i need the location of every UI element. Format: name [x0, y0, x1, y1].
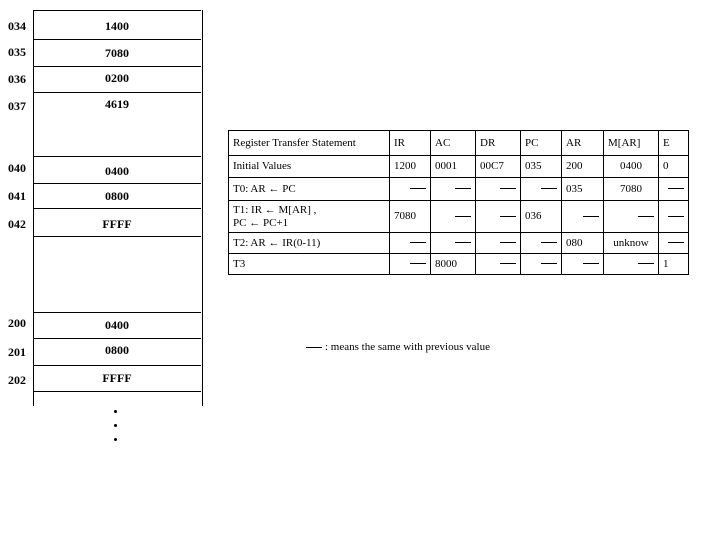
- value-cell: 7080: [604, 178, 659, 201]
- dash-symbol: [541, 188, 557, 189]
- value-cell: 8000: [431, 254, 476, 275]
- unchanged-cell: [659, 233, 689, 254]
- unchanged-cell: [521, 178, 562, 201]
- header-cell: PC: [521, 131, 562, 156]
- unchanged-cell: [476, 178, 521, 201]
- memory-diagram: [0, 0, 210, 460]
- value-cell: 1200: [390, 156, 431, 178]
- header-cell: Register Transfer Statement: [229, 131, 390, 156]
- memory-value: 0400: [105, 318, 129, 332]
- unchanged-cell: [390, 178, 431, 201]
- memory-address: 036: [8, 72, 26, 86]
- memory-value: 7080: [105, 46, 129, 60]
- memory-value: FFFF: [102, 217, 132, 231]
- header-cell: E: [659, 131, 689, 156]
- dash-symbol: [410, 263, 426, 264]
- unchanged-cell: [604, 201, 659, 233]
- unchanged-cell: [562, 201, 604, 233]
- memory-separator: [33, 338, 201, 339]
- dash-symbol: [500, 263, 516, 264]
- dash-symbol: [306, 347, 322, 348]
- table-body: [229, 131, 689, 275]
- table-row: [229, 178, 689, 201]
- memory-separator: [33, 391, 201, 392]
- unchanged-cell: [476, 254, 521, 275]
- value-cell: 7080: [390, 201, 431, 233]
- statement-line: T2: AR ← IR(0-11): [233, 236, 321, 249]
- value-cell: 035: [521, 156, 562, 178]
- header-cell: AR: [562, 131, 604, 156]
- memory-value: 4619: [105, 97, 129, 111]
- table-row: [229, 233, 689, 254]
- memory-separator: [33, 183, 201, 184]
- unchanged-cell: [476, 201, 521, 233]
- value-cell: 0400: [604, 156, 659, 178]
- dash-symbol: [410, 242, 426, 243]
- dash-symbol: [668, 216, 684, 217]
- memory-value: FFFF: [102, 371, 132, 385]
- dash-symbol: [638, 263, 654, 264]
- dash-symbol: [500, 188, 516, 189]
- continuation-dot: [114, 424, 117, 427]
- value-cell: 036: [521, 201, 562, 233]
- statement-cell: [229, 178, 390, 201]
- header-cell: IR: [390, 131, 431, 156]
- unchanged-cell: [431, 201, 476, 233]
- memory-separator: [33, 236, 201, 237]
- dash-symbol: [410, 188, 426, 189]
- dash-symbol: [583, 263, 599, 264]
- memory-address: 034: [8, 19, 26, 33]
- value-cell: 00C7: [476, 156, 521, 178]
- continuation-dot: [114, 438, 117, 441]
- memory-address: 202: [8, 373, 26, 387]
- statement-line: T3: [233, 257, 246, 270]
- dash-symbol: [638, 216, 654, 217]
- memory-address: 042: [8, 217, 26, 231]
- dash-symbol: [455, 216, 471, 217]
- statement-line: PC ← PC+1: [233, 216, 289, 229]
- table-header-row: [229, 131, 689, 156]
- unchanged-cell: [521, 254, 562, 275]
- memory-separator: [33, 66, 201, 67]
- value-cell: 200: [562, 156, 604, 178]
- dash-symbol: [668, 188, 684, 189]
- dash-symbol: [541, 242, 557, 243]
- value-cell: 1: [659, 254, 689, 275]
- continuation-dot: [114, 410, 117, 413]
- statement-line: Initial Values: [233, 160, 292, 172]
- statement-cell: [229, 254, 390, 275]
- memory-separator: [33, 10, 201, 11]
- unchanged-cell: [431, 233, 476, 254]
- dash-symbol: [583, 216, 599, 217]
- memory-address: 037: [8, 99, 26, 113]
- dash-symbol: [455, 242, 471, 243]
- memory-separator: [33, 92, 201, 93]
- value-cell: 0001: [431, 156, 476, 178]
- register-transfer-table: [228, 130, 689, 275]
- unchanged-cell: [604, 254, 659, 275]
- unchanged-cell: [659, 178, 689, 201]
- memory-separator: [33, 312, 201, 313]
- memory-address: 200: [8, 316, 26, 330]
- table-row: [229, 156, 689, 178]
- statement-cell: [229, 156, 390, 178]
- value-cell: 035: [562, 178, 604, 201]
- memory-value: 0200: [105, 71, 129, 85]
- value-cell: 080: [562, 233, 604, 254]
- legend-note: [306, 341, 490, 354]
- memory-value: 0800: [105, 343, 129, 357]
- table-row: [229, 254, 689, 275]
- unchanged-cell: [562, 254, 604, 275]
- memory-address: 201: [8, 345, 26, 359]
- memory-separator: [33, 39, 201, 40]
- table-row: [229, 201, 689, 233]
- header-cell: DR: [476, 131, 521, 156]
- statement-cell: [229, 201, 390, 233]
- memory-value: 1400: [105, 19, 129, 33]
- dash-symbol: [455, 188, 471, 189]
- memory-address: 040: [8, 161, 26, 175]
- memory-value: 0400: [105, 164, 129, 178]
- value-cell: unknow: [604, 233, 659, 254]
- unchanged-cell: [659, 201, 689, 233]
- dash-symbol: [500, 216, 516, 217]
- memory-separator: [33, 208, 201, 209]
- unchanged-cell: [521, 233, 562, 254]
- memory-address: 041: [8, 189, 26, 203]
- statement-cell: [229, 233, 390, 254]
- unchanged-cell: [476, 233, 521, 254]
- statement-line: T1: IR ← M[AR] ,: [233, 203, 317, 216]
- value-cell: 0: [659, 156, 689, 178]
- unchanged-cell: [390, 254, 431, 275]
- header-cell: M[AR]: [604, 131, 659, 156]
- statement-line: T0: AR ← PC: [233, 182, 296, 195]
- memory-address: 035: [8, 45, 26, 59]
- header-cell: AC: [431, 131, 476, 156]
- memory-separator: [33, 365, 201, 366]
- unchanged-cell: [390, 233, 431, 254]
- note-text: : means the same with previous value: [325, 341, 490, 353]
- memory-separator: [33, 156, 201, 157]
- unchanged-cell: [431, 178, 476, 201]
- dash-symbol: [668, 242, 684, 243]
- dash-symbol: [541, 263, 557, 264]
- dash-symbol: [500, 242, 516, 243]
- memory-value: 0800: [105, 189, 129, 203]
